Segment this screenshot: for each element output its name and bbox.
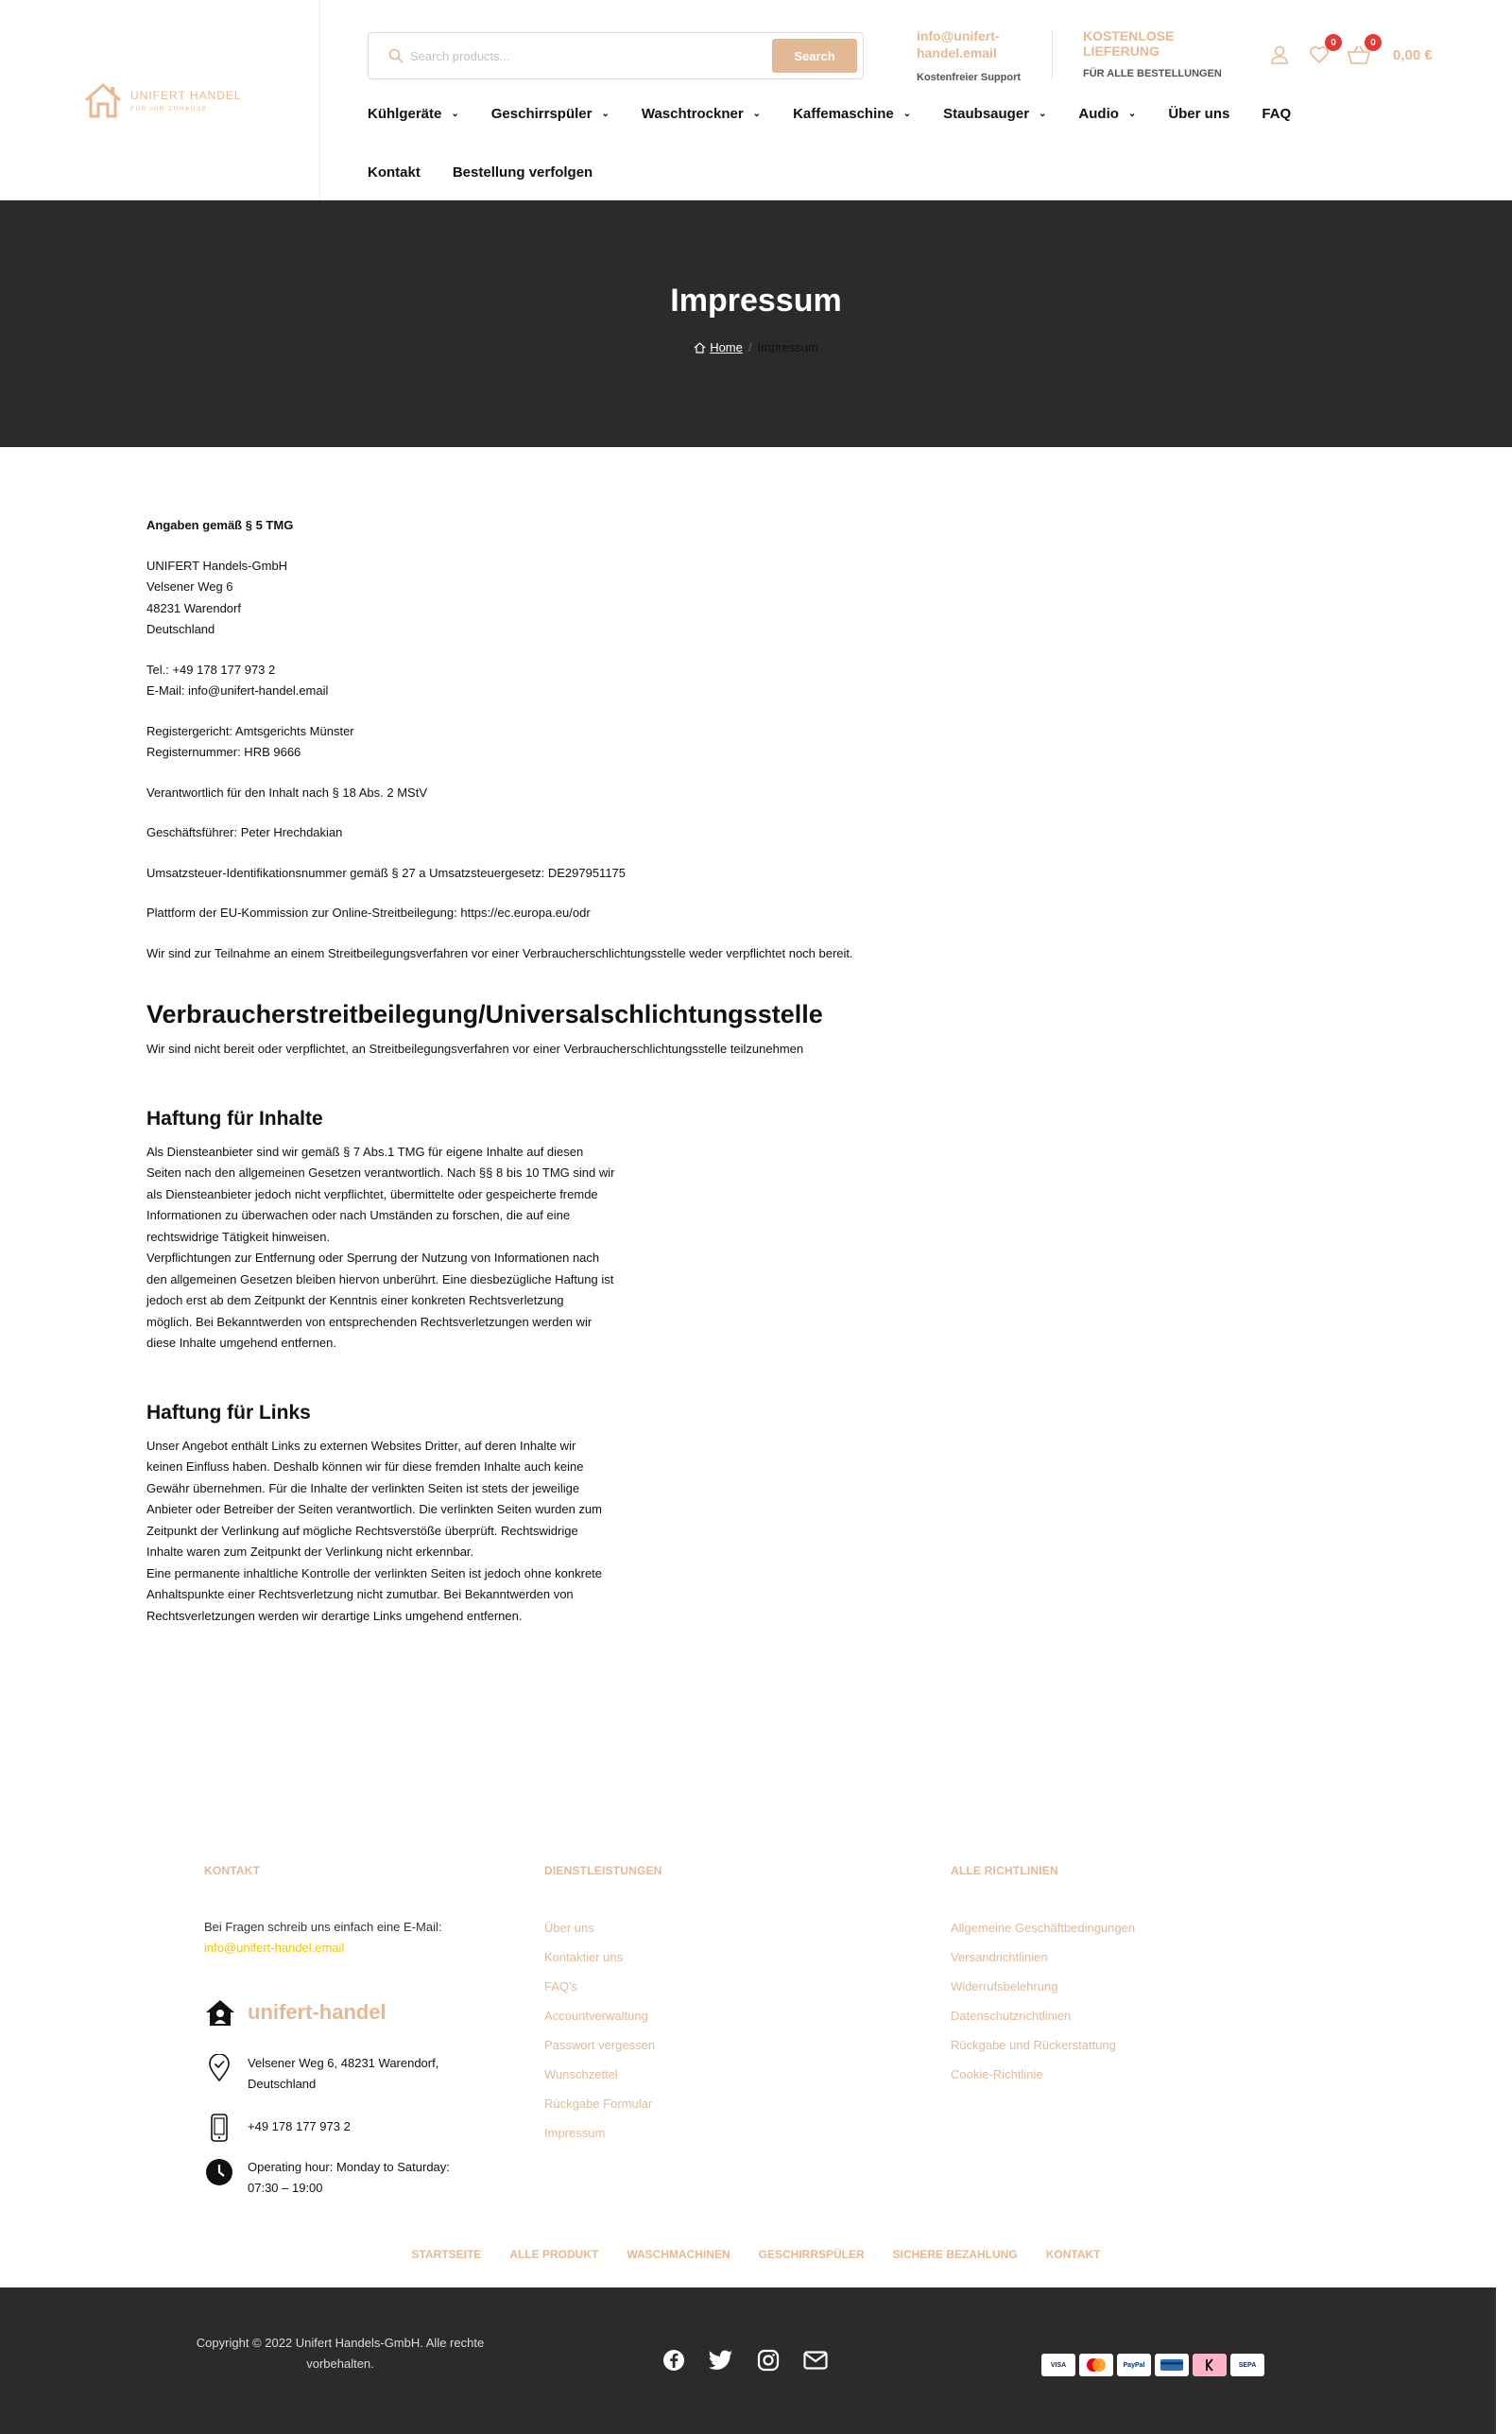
text-line: Unser Angebot enthält Links zu externen Websites Dritter, auf deren Inhalte wir — [146, 1438, 576, 1453]
search-icon — [382, 42, 410, 70]
bottom-link-sichere-bezahlung[interactable]: SICHERE BEZAHLUNG — [892, 2248, 1018, 2261]
nav-label: Bestellung verfolgen — [452, 164, 593, 181]
copyright-line: vorbehalten. — [306, 2356, 374, 2371]
nav-label: FAQ — [1262, 105, 1292, 122]
footer-link-wunschzettel[interactable]: Wunschzettel — [544, 2067, 618, 2081]
nav-item-ueber-uns[interactable] — [1168, 106, 1229, 122]
nav-label: Über uns — [1168, 105, 1230, 122]
section-heading-streitbeilegung: Verbraucherstreitbeilegung/Universalschlichtungsstelle — [146, 1000, 823, 1028]
footer-col-kontakt — [204, 1864, 507, 2223]
footer-email-link[interactable]: info@unifert-handel.email — [204, 1941, 345, 1955]
site-header — [0, 0, 1512, 200]
brand-tagline: FÜR IHR ZUHAUSE — [130, 105, 208, 112]
streitbeilegung-text: Wir sind nicht bereit oder verpflichtet, an Streitbeilegungsverfahren vor einer Verbraucherschlichtungsstelle teilzunehmen — [146, 1042, 804, 1056]
address-line: 48231 Warendorf — [146, 600, 241, 615]
footer-link-impressum[interactable]: Impressum — [544, 2126, 606, 2140]
footer-hours-line: Operating hour: Monday to Saturday: — [248, 2160, 450, 2174]
haftung-inhalte-text — [146, 1142, 676, 1355]
text-line: Gewähr übernehmen. Für die Inhalte der verlinkten Seiten ist stets der jeweilige — [146, 1480, 580, 1495]
cart-count-badge: 0 — [1365, 34, 1382, 51]
footer-link-widerruf[interactable]: Widerrufsbelehrung — [951, 1979, 1058, 1994]
search-input[interactable] — [410, 49, 772, 63]
bottom-link-startseite[interactable]: STARTSEITE — [411, 2248, 482, 2261]
search-button[interactable]: Search — [772, 39, 857, 73]
text-line: Anbieter oder Betreiber der Seiten verantwortlich. Die verlinkten Seiten wurden zum — [146, 1502, 602, 1516]
product-search — [368, 32, 864, 79]
footer-phone — [204, 2113, 351, 2143]
phone-line: Tel.: +49 178 177 973 2 — [146, 662, 276, 677]
director-line: Geschäftsführer: Peter Hrechdakian — [146, 825, 343, 839]
vat-line: Umsatzsteuer-Identifikationsnummer gemäß § 27 a Umsatzsteuergesetz: DE297951175 — [146, 865, 627, 880]
text-line: Eine permanente inhaltliche Kontrolle der verlinkten Seiten ist jedoch ohne konkrete — [146, 1565, 603, 1580]
nav-item-kontakt[interactable] — [368, 164, 421, 181]
sepa-icon: SEPA — [1230, 2354, 1264, 2376]
breadcrumb-home-link[interactable]: Home — [710, 340, 743, 354]
facebook-icon[interactable] — [662, 2348, 686, 2373]
text-line: Informationen zu überwachen oder nach Umständen zu forschen, die auf eine — [146, 1208, 571, 1222]
text-line: jedoch erst ab dem Zeitpunkt der Kenntnis einer konkreten Rechtsverletzung — [146, 1293, 564, 1307]
text-line: diese Inhalte umgehend entfernen. — [146, 1336, 336, 1350]
logo-column — [0, 0, 320, 200]
nav-item-staubsauger[interactable] — [943, 106, 1046, 122]
footer-heading-services: DIENSTLEISTUNGEN — [544, 1864, 662, 1877]
footer-link-datenschutz[interactable]: Datenschutzrichtlinien — [951, 2009, 1072, 2023]
nav-label: Kontakt — [368, 164, 421, 181]
register-info — [146, 721, 1375, 764]
social-links — [662, 2348, 850, 2373]
paypal-icon: PayPal — [1117, 2354, 1151, 2376]
footer-link-kontaktier-uns[interactable]: Kontaktier uns — [544, 1950, 624, 1964]
nav-item-kuehlgeraete[interactable] — [368, 106, 459, 122]
footer-heading-kontakt: KONTAKT — [204, 1864, 261, 1877]
bottom-link-kontakt[interactable]: KONTAKT — [1045, 2248, 1101, 2261]
nav-label: Kaffemaschine — [793, 105, 894, 122]
address-line: Deutschland — [146, 622, 215, 636]
nav-item-audio[interactable] — [1078, 106, 1136, 122]
footer-address — [204, 2053, 438, 2095]
odr-platform-line: Plattform der EU-Kommission zur Online-Streitbeilegung: https://ec.europa.eu/odr — [146, 906, 591, 920]
company-contact — [146, 660, 1375, 702]
nav-item-bestellung-verfolgen[interactable] — [453, 164, 593, 181]
company-address — [146, 556, 1375, 641]
cart-total[interactable]: 0,00 € — [1393, 46, 1433, 63]
footer-services-links — [544, 1913, 771, 2148]
nav-item-faq[interactable] — [1262, 106, 1291, 122]
breadcrumb-separator: / — [747, 340, 752, 354]
header-divider — [1052, 30, 1053, 79]
address-line: Velsener Weg 6 — [146, 579, 233, 594]
home-icon — [694, 342, 706, 354]
nav-label: Audio — [1078, 105, 1119, 122]
klarna-icon — [1193, 2354, 1227, 2376]
section-heading-haftung-links: Haftung für Links — [146, 1401, 311, 1424]
chevron-down-icon: ⌄ — [451, 108, 459, 119]
impressum-content — [146, 515, 1375, 1627]
chevron-down-icon: ⌄ — [752, 108, 762, 119]
haftung-links-text — [146, 1436, 676, 1628]
footer-link-passwort-vergessen[interactable]: Passwort vergessen — [544, 2038, 656, 2052]
copyright-line: Copyright © 2022 Unifert Handels-GmbH. Alle rechte — [196, 2336, 485, 2350]
visa-icon: VISA — [1041, 2354, 1075, 2376]
text-line: als Diensteanbieter jedoch nicht verpflichtet, übermittelte oder gespeicherte fremde — [146, 1186, 598, 1201]
account-button[interactable] — [1266, 42, 1293, 68]
footer-address-line: Deutschland — [248, 2077, 317, 2091]
footer-col-policies — [951, 1864, 1234, 2089]
header-icons — [1266, 37, 1433, 68]
chevron-down-icon: ⌄ — [1039, 108, 1047, 119]
responsible-line: Verantwortlich für den Inhalt nach § 18 Abs. 2 MStV — [146, 785, 428, 800]
map-pin-icon — [204, 2053, 234, 2083]
address-line: UNIFERT Handels-GmbH — [146, 558, 288, 573]
text-line: den allgemeinen Gesetzen bleiben hiervon unberührt. Eine diesbezügliche Haftung ist — [146, 1271, 614, 1286]
footer-policy-links — [951, 1913, 1234, 2089]
footer-col-services — [544, 1864, 771, 2148]
footer-link-cookie[interactable]: Cookie-Richtlinie — [951, 2067, 1043, 2081]
copyright-text — [170, 2333, 510, 2374]
chevron-down-icon: ⌄ — [902, 108, 912, 119]
copyright-bar — [0, 2287, 1496, 2434]
header-contact — [917, 28, 1040, 83]
breadcrumb — [0, 340, 1512, 354]
bottom-link-alle-produkt[interactable]: ALLE PRODUKT — [509, 2248, 599, 2261]
house-icon — [204, 1998, 236, 2027]
footer-link-rueckgabe-formular[interactable]: Rückgabe Formular — [544, 2097, 653, 2111]
footer-link-agb[interactable]: Allgemeine Geschäftbedingungen — [951, 1921, 1136, 1935]
register-number: Registernummer: HRB 9666 — [146, 745, 301, 759]
cart-button[interactable] — [1346, 37, 1376, 68]
main-nav — [368, 102, 1464, 183]
text-line: Inhalte waren zum Zeitpunkt der Verlinkung nicht erkennbar. — [146, 1545, 474, 1559]
breadcrumb-current: Impressum — [757, 340, 818, 354]
email-line: E-Mail: info@unifert-handel.email — [146, 683, 329, 698]
header-shipping — [1083, 28, 1234, 79]
section-heading-haftung-inhalte: Haftung für Inhalte — [146, 1107, 323, 1130]
footer-contact-intro — [204, 1917, 507, 1959]
clock-icon — [204, 2157, 234, 2187]
header-email-link[interactable]: info@unifert-handel.email — [917, 28, 1000, 60]
text-line: Verpflichtungen zur Entfernung oder Sperrung der Nutzung von Informationen nach — [146, 1251, 600, 1265]
nav-row-secondary — [368, 161, 1464, 183]
nav-item-kaffemaschine[interactable] — [793, 106, 911, 122]
text-line: Anhaltspunkte einer Rechtsverletzung nicht zumutbar. Bei Bekanntwerden von — [146, 1587, 574, 1601]
footer-hours-line: 07:30 – 19:00 — [248, 2181, 323, 2195]
footer-phone-number: +49 178 177 973 2 — [248, 2119, 351, 2133]
phone-icon — [204, 2113, 234, 2143]
text-line: Als Diensteanbieter sind wir gemäß § 7 Abs.1 TMG für eigene Inhalte auf diesen — [146, 1144, 584, 1159]
page-hero — [0, 200, 1512, 447]
text-line: Zeitpunkt der Verlinkung auf mögliche Rechtsverstöße überprüft. Rechtswidrige — [146, 1523, 578, 1538]
shipping-title: KOSTENLOSE LIEFERUNG — [1083, 28, 1175, 59]
nav-label: Geschirrspüler — [490, 105, 593, 122]
footer-link-ueber-uns[interactable]: Über uns — [544, 1921, 594, 1935]
nav-label: Waschtrockner — [641, 105, 744, 122]
footer-link-rueckgabe[interactable]: Rückgabe und Rückerstattung — [951, 2038, 1116, 2052]
section-heading-tmg: Angaben gemäß § 5 TMG — [146, 518, 294, 532]
text-line: Seiten nach den allgemeinen Gesetzen verantwortlich. Nach §§ 8 bis 10 TMG sind wir — [146, 1165, 615, 1180]
user-icon — [1268, 43, 1291, 66]
footer-brand-name: unifert-handel — [248, 2000, 387, 2024]
footer-heading-policies: ALLE RICHTLINIEN — [951, 1864, 1058, 1877]
footer-bottom-nav — [0, 2248, 1512, 2261]
footer-brand — [204, 1998, 387, 2027]
footer-link-faqs[interactable]: FAQ's — [544, 1979, 577, 1994]
text-line: möglich. Bei Bekanntwerden von entsprechenden Rechtsverletzungen werden wir — [146, 1314, 593, 1329]
nav-label: Kühlgeräte — [368, 105, 442, 122]
footer-link-versand[interactable]: Versandrichtlinien — [951, 1950, 1048, 1964]
nav-label: Staubsauger — [943, 105, 1030, 122]
twitter-icon[interactable] — [709, 2348, 733, 2373]
site-logo[interactable] — [83, 81, 242, 119]
credit-card-icon — [1155, 2354, 1189, 2376]
register-court: Registergericht: Amtsgerichts Münster — [146, 723, 354, 738]
wishlist-count-badge: 0 — [1325, 34, 1342, 51]
mastercard-icon — [1079, 2354, 1113, 2376]
footer-intro-text: Bei Fragen schreib uns einfach eine E-Mail: — [204, 1920, 442, 1934]
house-logo-icon — [83, 81, 123, 119]
wishlist-button[interactable] — [1306, 37, 1336, 68]
text-line: Rechtsverletzungen werden wir derartige Links umgehend entfernen. — [146, 1608, 523, 1623]
chevron-down-icon: ⌄ — [601, 108, 610, 119]
footer-link-accountverwaltung[interactable]: Accountverwaltung — [544, 2009, 648, 2023]
payment-methods — [1041, 2354, 1268, 2376]
text-line: rechtswidrige Tätigkeit hinweisen. — [146, 1229, 331, 1244]
footer-address-line: Velsener Weg 6, 48231 Warendorf, — [248, 2056, 439, 2070]
mail-icon[interactable] — [803, 2348, 828, 2373]
page-title: Impressum — [670, 283, 842, 319]
bottom-link-waschmachinen[interactable]: WASCHMACHINEN — [627, 2248, 730, 2261]
text-line: keinen Einfluss haben. Deshalb können wir für diese fremden Inhalte auch keine — [146, 1459, 584, 1474]
brand-name: UNIFERT HANDEL — [130, 88, 242, 102]
shipping-sub: FÜR ALLE BESTELLUNGEN — [1083, 68, 1222, 79]
nav-item-geschirrspueler[interactable] — [491, 106, 610, 122]
dispute-line: Wir sind zur Teilnahme an einem Streitbeilegungsverfahren vor einer Verbraucherschlichtungsstelle weder verpflichtet noch bereit. — [146, 945, 853, 960]
header-contact-sub: Kostenfreier Support — [917, 72, 1022, 83]
bottom-link-geschirrspueler[interactable]: GESCHIRRSPÜLER — [758, 2248, 865, 2261]
chevron-down-icon: ⌄ — [1127, 108, 1137, 119]
nav-row-primary — [368, 102, 1464, 125]
footer-hours — [204, 2157, 450, 2199]
instagram-icon[interactable] — [756, 2348, 781, 2373]
nav-item-waschtrockner[interactable] — [642, 106, 761, 122]
